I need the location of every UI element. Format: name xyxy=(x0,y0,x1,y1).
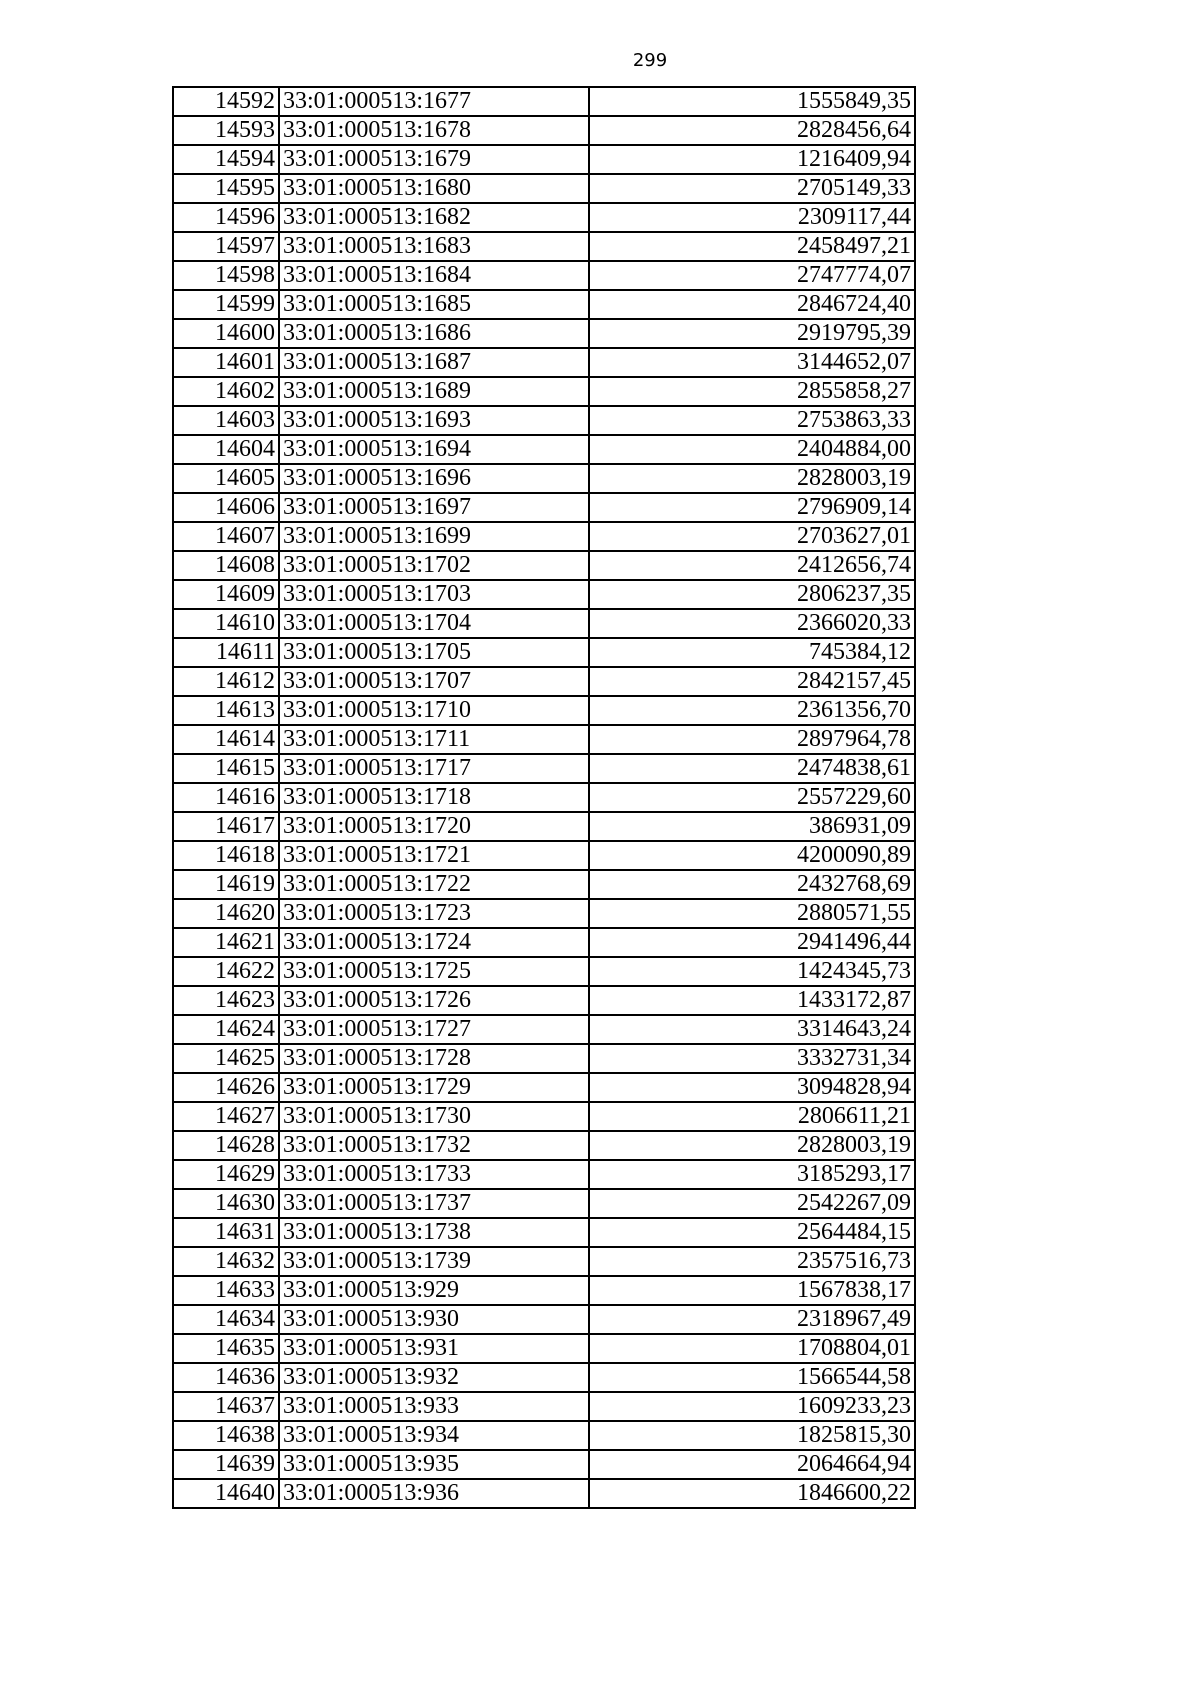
cadastral-number-cell: 33:01:000513:929 xyxy=(279,1276,589,1305)
cadastral-number-cell: 33:01:000513:1720 xyxy=(279,812,589,841)
cadastral-value-cell: 2309117,44 xyxy=(589,203,915,232)
row-number-cell: 14625 xyxy=(173,1044,279,1073)
cadastral-value-cell: 2747774,07 xyxy=(589,261,915,290)
row-number-cell: 14624 xyxy=(173,1015,279,1044)
cadastral-value-cell: 1555849,35 xyxy=(589,87,915,116)
cadastral-number-cell: 33:01:000513:1727 xyxy=(279,1015,589,1044)
cadastral-number-cell: 33:01:000513:1711 xyxy=(279,725,589,754)
table-row xyxy=(173,841,915,870)
table-row xyxy=(173,319,915,348)
table-row xyxy=(173,1044,915,1073)
cadastral-value-cell: 2846724,40 xyxy=(589,290,915,319)
row-number-cell: 14628 xyxy=(173,1131,279,1160)
cadastral-value-cell: 1567838,17 xyxy=(589,1276,915,1305)
row-number-cell: 14606 xyxy=(173,493,279,522)
row-number-cell: 14612 xyxy=(173,667,279,696)
cadastral-number-cell: 33:01:000513:1723 xyxy=(279,899,589,928)
cadastral-number-cell: 33:01:000513:930 xyxy=(279,1305,589,1334)
row-number-cell: 14637 xyxy=(173,1392,279,1421)
cadastral-number-cell: 33:01:000513:1689 xyxy=(279,377,589,406)
cadastral-number-cell: 33:01:000513:1705 xyxy=(279,638,589,667)
cadastral-number-cell: 33:01:000513:1717 xyxy=(279,754,589,783)
table-row xyxy=(173,435,915,464)
row-number-cell: 14595 xyxy=(173,174,279,203)
cadastral-number-cell: 33:01:000513:932 xyxy=(279,1363,589,1392)
cadastral-value-cell: 3094828,94 xyxy=(589,1073,915,1102)
table-row xyxy=(173,1218,915,1247)
cadastral-value-cell: 3314643,24 xyxy=(589,1015,915,1044)
cadastral-value-cell: 2806237,35 xyxy=(589,580,915,609)
row-number-cell: 14623 xyxy=(173,986,279,1015)
cadastral-value-cell: 2318967,49 xyxy=(589,1305,915,1334)
row-number-cell: 14634 xyxy=(173,1305,279,1334)
table-row xyxy=(173,1305,915,1334)
table-row xyxy=(173,696,915,725)
table-row xyxy=(173,116,915,145)
row-number-cell: 14629 xyxy=(173,1160,279,1189)
table-row xyxy=(173,87,915,116)
table-row xyxy=(173,203,915,232)
cadastral-value-cell: 2880571,55 xyxy=(589,899,915,928)
cadastral-value-cell: 1424345,73 xyxy=(589,957,915,986)
row-number-cell: 14633 xyxy=(173,1276,279,1305)
row-number-cell: 14638 xyxy=(173,1421,279,1450)
row-number-cell: 14630 xyxy=(173,1189,279,1218)
row-number-cell: 14613 xyxy=(173,696,279,725)
cadastral-value-cell: 2919795,39 xyxy=(589,319,915,348)
row-number-cell: 14609 xyxy=(173,580,279,609)
row-number-cell: 14607 xyxy=(173,522,279,551)
table-row xyxy=(173,928,915,957)
table-row xyxy=(173,1479,915,1508)
cadastral-value-cell: 2941496,44 xyxy=(589,928,915,957)
cadastral-value-cell: 2705149,33 xyxy=(589,174,915,203)
cadastral-value-cell: 2828003,19 xyxy=(589,1131,915,1160)
table-row xyxy=(173,580,915,609)
table-row xyxy=(173,551,915,580)
table-row xyxy=(173,638,915,667)
cadastral-value-cell: 386931,09 xyxy=(589,812,915,841)
cadastral-number-cell: 33:01:000513:935 xyxy=(279,1450,589,1479)
cadastral-value-cell: 1566544,58 xyxy=(589,1363,915,1392)
cadastral-value-cell: 745384,12 xyxy=(589,638,915,667)
cadastral-number-cell: 33:01:000513:1718 xyxy=(279,783,589,812)
row-number-cell: 14600 xyxy=(173,319,279,348)
row-number-cell: 14627 xyxy=(173,1102,279,1131)
cadastral-value-cell: 1708804,01 xyxy=(589,1334,915,1363)
cadastral-value-cell: 2796909,14 xyxy=(589,493,915,522)
row-number-cell: 14614 xyxy=(173,725,279,754)
cadastral-number-cell: 33:01:000513:1729 xyxy=(279,1073,589,1102)
cadastral-number-cell: 33:01:000513:1730 xyxy=(279,1102,589,1131)
table-row xyxy=(173,1102,915,1131)
cadastral-value-cell: 1825815,30 xyxy=(589,1421,915,1450)
cadastral-number-cell: 33:01:000513:1680 xyxy=(279,174,589,203)
cadastral-number-cell: 33:01:000513:1733 xyxy=(279,1160,589,1189)
table-row xyxy=(173,493,915,522)
cadastral-number-cell: 33:01:000513:1738 xyxy=(279,1218,589,1247)
row-number-cell: 14605 xyxy=(173,464,279,493)
row-number-cell: 14622 xyxy=(173,957,279,986)
row-number-cell: 14601 xyxy=(173,348,279,377)
row-number-cell: 14594 xyxy=(173,145,279,174)
cadastral-value-cell: 2542267,09 xyxy=(589,1189,915,1218)
cadastral-number-cell: 33:01:000513:1693 xyxy=(279,406,589,435)
cadastral-value-cell: 1609233,23 xyxy=(589,1392,915,1421)
table-row xyxy=(173,348,915,377)
cadastral-number-cell: 33:01:000513:1684 xyxy=(279,261,589,290)
table-row xyxy=(173,725,915,754)
table-row xyxy=(173,261,915,290)
cadastral-number-cell: 33:01:000513:1699 xyxy=(279,522,589,551)
row-number-cell: 14597 xyxy=(173,232,279,261)
table-row xyxy=(173,957,915,986)
cadastral-value-cell: 2753863,33 xyxy=(589,406,915,435)
cadastral-value-cell: 2897964,78 xyxy=(589,725,915,754)
cadastral-number-cell: 33:01:000513:1685 xyxy=(279,290,589,319)
cadastral-number-cell: 33:01:000513:934 xyxy=(279,1421,589,1450)
table-row xyxy=(173,1189,915,1218)
table-row xyxy=(173,406,915,435)
row-number-cell: 14626 xyxy=(173,1073,279,1102)
row-number-cell: 14592 xyxy=(173,87,279,116)
cadastral-number-cell: 33:01:000513:1696 xyxy=(279,464,589,493)
cadastral-value-table xyxy=(172,86,916,1509)
cadastral-number-cell: 33:01:000513:931 xyxy=(279,1334,589,1363)
cadastral-number-cell: 33:01:000513:1703 xyxy=(279,580,589,609)
row-number-cell: 14635 xyxy=(173,1334,279,1363)
table-row xyxy=(173,812,915,841)
cadastral-value-cell: 2361356,70 xyxy=(589,696,915,725)
cadastral-number-cell: 33:01:000513:1707 xyxy=(279,667,589,696)
table-row xyxy=(173,986,915,1015)
cadastral-value-cell: 2357516,73 xyxy=(589,1247,915,1276)
table-row xyxy=(173,1392,915,1421)
table-row xyxy=(173,783,915,812)
table-row xyxy=(173,1334,915,1363)
table-row xyxy=(173,232,915,261)
row-number-cell: 14603 xyxy=(173,406,279,435)
cadastral-value-cell: 2806611,21 xyxy=(589,1102,915,1131)
cadastral-value-cell: 1216409,94 xyxy=(589,145,915,174)
cadastral-value-cell: 1433172,87 xyxy=(589,986,915,1015)
row-number-cell: 14608 xyxy=(173,551,279,580)
table-row xyxy=(173,290,915,319)
row-number-cell: 14636 xyxy=(173,1363,279,1392)
cadastral-value-cell: 2412656,74 xyxy=(589,551,915,580)
table-row xyxy=(173,377,915,406)
cadastral-number-cell: 33:01:000513:1710 xyxy=(279,696,589,725)
row-number-cell: 14604 xyxy=(173,435,279,464)
row-number-cell: 14618 xyxy=(173,841,279,870)
row-number-cell: 14632 xyxy=(173,1247,279,1276)
table-row xyxy=(173,1015,915,1044)
row-number-cell: 14598 xyxy=(173,261,279,290)
cadastral-number-cell: 33:01:000513:1687 xyxy=(279,348,589,377)
table-row xyxy=(173,145,915,174)
table-row xyxy=(173,870,915,899)
cadastral-value-cell: 2557229,60 xyxy=(589,783,915,812)
cadastral-value-cell: 2842157,45 xyxy=(589,667,915,696)
cadastral-number-cell: 33:01:000513:1682 xyxy=(279,203,589,232)
cadastral-number-cell: 33:01:000513:1704 xyxy=(279,609,589,638)
cadastral-number-cell: 33:01:000513:1694 xyxy=(279,435,589,464)
cadastral-value-cell: 2064664,94 xyxy=(589,1450,915,1479)
table-row xyxy=(173,1421,915,1450)
cadastral-value-cell: 2404884,00 xyxy=(589,435,915,464)
cadastral-number-cell: 33:01:000513:1678 xyxy=(279,116,589,145)
cadastral-value-cell: 2828456,64 xyxy=(589,116,915,145)
table-row xyxy=(173,1073,915,1102)
table-row xyxy=(173,1247,915,1276)
cadastral-value-cell: 1846600,22 xyxy=(589,1479,915,1508)
cadastral-number-cell: 33:01:000513:1737 xyxy=(279,1189,589,1218)
row-number-cell: 14615 xyxy=(173,754,279,783)
table-row xyxy=(173,1450,915,1479)
cadastral-value-cell: 3144652,07 xyxy=(589,348,915,377)
cadastral-number-cell: 33:01:000513:1725 xyxy=(279,957,589,986)
table-row xyxy=(173,667,915,696)
cadastral-number-cell: 33:01:000513:1726 xyxy=(279,986,589,1015)
row-number-cell: 14639 xyxy=(173,1450,279,1479)
cadastral-number-cell: 33:01:000513:1722 xyxy=(279,870,589,899)
table-row xyxy=(173,899,915,928)
table-row xyxy=(173,1160,915,1189)
row-number-cell: 14599 xyxy=(173,290,279,319)
row-number-cell: 14611 xyxy=(173,638,279,667)
table-row xyxy=(173,522,915,551)
cadastral-number-cell: 33:01:000513:1702 xyxy=(279,551,589,580)
cadastral-value-cell: 2474838,61 xyxy=(589,754,915,783)
table-row xyxy=(173,174,915,203)
cadastral-number-cell: 33:01:000513:1683 xyxy=(279,232,589,261)
cadastral-value-cell: 2432768,69 xyxy=(589,870,915,899)
cadastral-value-cell: 2366020,33 xyxy=(589,609,915,638)
row-number-cell: 14602 xyxy=(173,377,279,406)
table-row xyxy=(173,754,915,783)
cadastral-value-cell: 4200090,89 xyxy=(589,841,915,870)
table-row xyxy=(173,1131,915,1160)
cadastral-value-cell: 2564484,15 xyxy=(589,1218,915,1247)
cadastral-value-cell: 3332731,34 xyxy=(589,1044,915,1073)
cadastral-value-cell: 2855858,27 xyxy=(589,377,915,406)
row-number-cell: 14620 xyxy=(173,899,279,928)
cadastral-number-cell: 33:01:000513:1732 xyxy=(279,1131,589,1160)
row-number-cell: 14631 xyxy=(173,1218,279,1247)
cadastral-number-cell: 33:01:000513:1686 xyxy=(279,319,589,348)
table-row xyxy=(173,1363,915,1392)
cadastral-number-cell: 33:01:000513:933 xyxy=(279,1392,589,1421)
cadastral-value-cell: 2458497,21 xyxy=(589,232,915,261)
cadastral-value-cell: 2703627,01 xyxy=(589,522,915,551)
cadastral-number-cell: 33:01:000513:1697 xyxy=(279,493,589,522)
row-number-cell: 14621 xyxy=(173,928,279,957)
row-number-cell: 14593 xyxy=(173,116,279,145)
row-number-cell: 14617 xyxy=(173,812,279,841)
cadastral-number-cell: 33:01:000513:1724 xyxy=(279,928,589,957)
row-number-cell: 14616 xyxy=(173,783,279,812)
page-number: 299 xyxy=(632,50,668,71)
row-number-cell: 14640 xyxy=(173,1479,279,1508)
cadastral-value-cell: 2828003,19 xyxy=(589,464,915,493)
cadastral-number-cell: 33:01:000513:1721 xyxy=(279,841,589,870)
cadastral-number-cell: 33:01:000513:1677 xyxy=(279,87,589,116)
table-row xyxy=(173,464,915,493)
table-row xyxy=(173,609,915,638)
row-number-cell: 14596 xyxy=(173,203,279,232)
cadastral-number-cell: 33:01:000513:1739 xyxy=(279,1247,589,1276)
row-number-cell: 14610 xyxy=(173,609,279,638)
table-body xyxy=(173,87,915,1508)
row-number-cell: 14619 xyxy=(173,870,279,899)
cadastral-number-cell: 33:01:000513:936 xyxy=(279,1479,589,1508)
table-row xyxy=(173,1276,915,1305)
cadastral-value-cell: 3185293,17 xyxy=(589,1160,915,1189)
cadastral-number-cell: 33:01:000513:1679 xyxy=(279,145,589,174)
cadastral-number-cell: 33:01:000513:1728 xyxy=(279,1044,589,1073)
